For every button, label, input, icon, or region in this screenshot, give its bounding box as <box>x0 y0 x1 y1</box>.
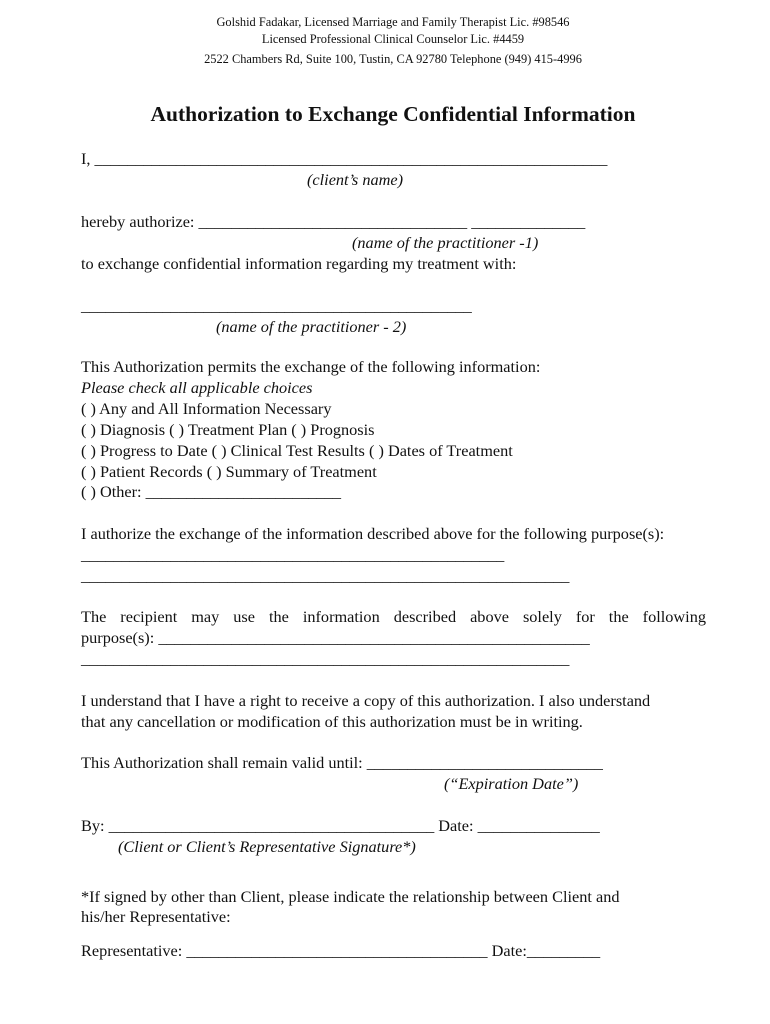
footnote-line-2: his/her Representative: <box>81 907 231 926</box>
recipient-purpose-line-1[interactable]: purpose(s): _____________________________________________________ <box>81 628 590 647</box>
practitioner-2-line[interactable]: ________________________________________________ <box>81 296 472 315</box>
header-line-1: Golshid Fadakar, Licensed Marriage and Family Therapist Lic. #98546 <box>216 15 570 29</box>
client-name-caption: (client’s name) <box>307 170 404 189</box>
header-address: 2522 Chambers Rd, Suite 100, Tustin, CA 92780 Telephone (949) 415-4996 <box>204 52 582 66</box>
checkbox-row[interactable]: ( ) Any and All Information Necessary <box>81 399 332 418</box>
signature-caption: (Client or Client’s Representative Signature*) <box>118 837 416 856</box>
checkbox-row[interactable]: ( ) Progress to Date ( ) Clinical Test Results ( ) Dates of Treatment <box>81 441 513 460</box>
practitioner-1-caption: (name of the practitioner -1) <box>352 233 539 252</box>
checkbox-row[interactable]: ( ) Patient Records ( ) Summary of Treatment <box>81 462 377 481</box>
signature-line[interactable]: By: ________________________________________ Date: _______________ <box>81 816 600 835</box>
client-name-line[interactable]: I, _______________________________________________________________ <box>81 149 608 168</box>
practitioner-2-caption: (name of the practitioner - 2) <box>216 317 407 336</box>
recipient-purpose-line-2[interactable]: ____________________________________________________________ <box>81 649 570 668</box>
copy-statement-line-1: I understand that I have a right to receive a copy of this authorization. I also understand <box>81 691 651 710</box>
info-instruction: Please check all applicable choices <box>81 378 313 397</box>
info-intro: This Authorization permits the exchange of the following information: <box>81 357 541 376</box>
checkbox-row[interactable]: ( ) Other: ________________________ <box>81 482 342 501</box>
expiration-line[interactable]: This Authorization shall remain valid until: _____________________________ <box>81 753 603 772</box>
page-title: Authorization to Exchange Confidential Information <box>150 102 636 126</box>
exchange-statement: to exchange confidential information regarding my treatment with: <box>81 254 517 273</box>
purpose-line-2[interactable]: ____________________________________________________________ <box>81 566 570 585</box>
copy-statement-line-2: that any cancellation or modification of this authorization must be in writing. <box>81 712 583 731</box>
expiration-caption: (“Expiration Date”) <box>444 774 579 793</box>
header-line-2: Licensed Professional Clinical Counselor Lic. #4459 <box>261 32 525 46</box>
purpose-line-1[interactable]: ____________________________________________________ <box>81 545 505 564</box>
checkbox-row[interactable]: ( ) Diagnosis ( ) Treatment Plan ( ) Prognosis <box>81 420 375 439</box>
purpose-statement: I authorize the exchange of the information described above for the following purpose(s): <box>81 524 665 543</box>
representative-line[interactable]: Representative: _____________________________________ Date:_________ <box>81 941 601 960</box>
practitioner-1-line[interactable]: hereby authorize: _________________________________ ______________ <box>81 212 586 231</box>
recipient-statement: The recipient may use the information described above solely for the following <box>81 607 706 626</box>
footnote-line-1: *If signed by other than Client, please indicate the relationship between Client and <box>81 887 620 906</box>
